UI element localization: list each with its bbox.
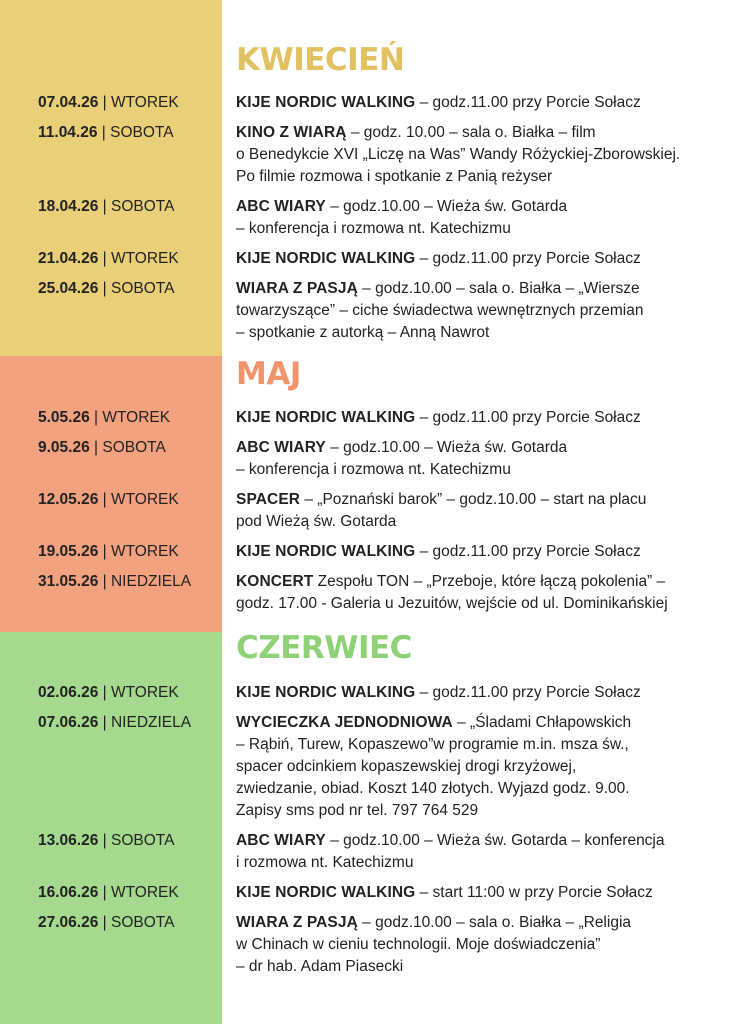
event-description: ABC WIARY – godz.10.00 – Wieża św. Gotarda – konferencja i rozmowa nt. Katechizmu (236, 198, 568, 237)
april-color-band (0, 0, 222, 356)
month-title-june: CZERWIEC (236, 630, 412, 666)
event-date: 9.05.26 | SOBOTA (38, 439, 166, 456)
event-description: KONCERT Zespołu TON – „Przeboje, które łączą pokolenia” – godz. 17.00 - Galeria u Jezuitów, wejście od ul. Dominikańskiej (236, 573, 668, 612)
event-description: ABC WIARY – godz.10.00 – Wieża św. Gotarda – konferencja i rozmowa nt. Katechizmu (236, 439, 568, 478)
event-date: 07.04.26 | WTOREK (38, 94, 179, 111)
event-date: 25.04.26 | SOBOTA (38, 280, 175, 297)
event-description: SPACER – „Poznański barok” – godz.10.00 – start na placu pod Wieżą św. Gotarda (236, 491, 647, 530)
event-description: KIJE NORDIC WALKING – godz.11.00 przy Porcie Sołacz (236, 684, 641, 701)
event-description: KIJE NORDIC WALKING – start 11:00 w przy Porcie Sołacz (236, 884, 653, 901)
event-date: 21.04.26 | WTOREK (38, 250, 179, 267)
event-date: 27.06.26 | SOBOTA (38, 914, 175, 931)
event-date: 13.06.26 | SOBOTA (38, 832, 175, 849)
event-date: 11.04.26 | SOBOTA (38, 124, 174, 141)
event-description: KIJE NORDIC WALKING – godz.11.00 przy Porcie Sołacz (236, 409, 641, 426)
event-date: 16.06.26 | WTOREK (38, 884, 179, 901)
event-description: ABC WIARY – godz.10.00 – Wieża św. Gotarda – konferencja i rozmowa nt. Katechizmu (236, 832, 665, 871)
month-title-may: MAJ (236, 356, 301, 392)
event-date: 5.05.26 | WTOREK (38, 409, 171, 426)
month-title-april: KWIECIEŃ (236, 42, 405, 78)
event-description: WYCIECZKA JEDNODNIOWA – „Śladami Chłapowskich – Rąbiń, Turew, Kopaszewo”w programie m.in. msza św., spacer odcinkiem kopaszewskiej drogi krzyżowej, zwiedzanie, obiad. Koszt 140 złotych. Wyjazd godz. 9.00. Zapisy sms pod nr tel. 797 764 529 (236, 714, 632, 819)
event-description: KIJE NORDIC WALKING – godz.11.00 przy Porcie Sołacz (236, 94, 641, 111)
event-date: 18.04.26 | SOBOTA (38, 198, 175, 215)
event-date: 02.06.26 | WTOREK (38, 684, 179, 701)
event-date: 12.05.26 | WTOREK (38, 491, 179, 508)
event-description: WIARA Z PASJĄ – godz.10.00 – sala o. Białka – „Wiersze towarzyszące” – ciche świadectwa wewnętrznych przemian – spotkanie z autorką – Anną Nawrot (236, 280, 644, 341)
event-description: KIJE NORDIC WALKING – godz.11.00 przy Porcie Sołacz (236, 250, 641, 267)
event-date: 19.05.26 | WTOREK (38, 543, 179, 560)
event-description: KINO Z WIARĄ – godz. 10.00 – sala o. Białka – film o Benedykcie XVI „Liczę na Was” Wandy Różyckiej-Zborowskiej. Po filmie rozmowa i spotkanie z Panią reżyser (236, 124, 681, 185)
event-date: 07.06.26 | NIEDZIELA (38, 714, 192, 731)
event-date: 31.05.26 | NIEDZIELA (38, 573, 192, 590)
event-description: KIJE NORDIC WALKING – godz.11.00 przy Porcie Sołacz (236, 543, 641, 560)
event-description: WIARA Z PASJĄ – godz.10.00 – sala o. Białka – „Religia w Chinach w cieniu technologii. Moje doświadczenia” – dr hab. Adam Piasecki (236, 914, 632, 975)
